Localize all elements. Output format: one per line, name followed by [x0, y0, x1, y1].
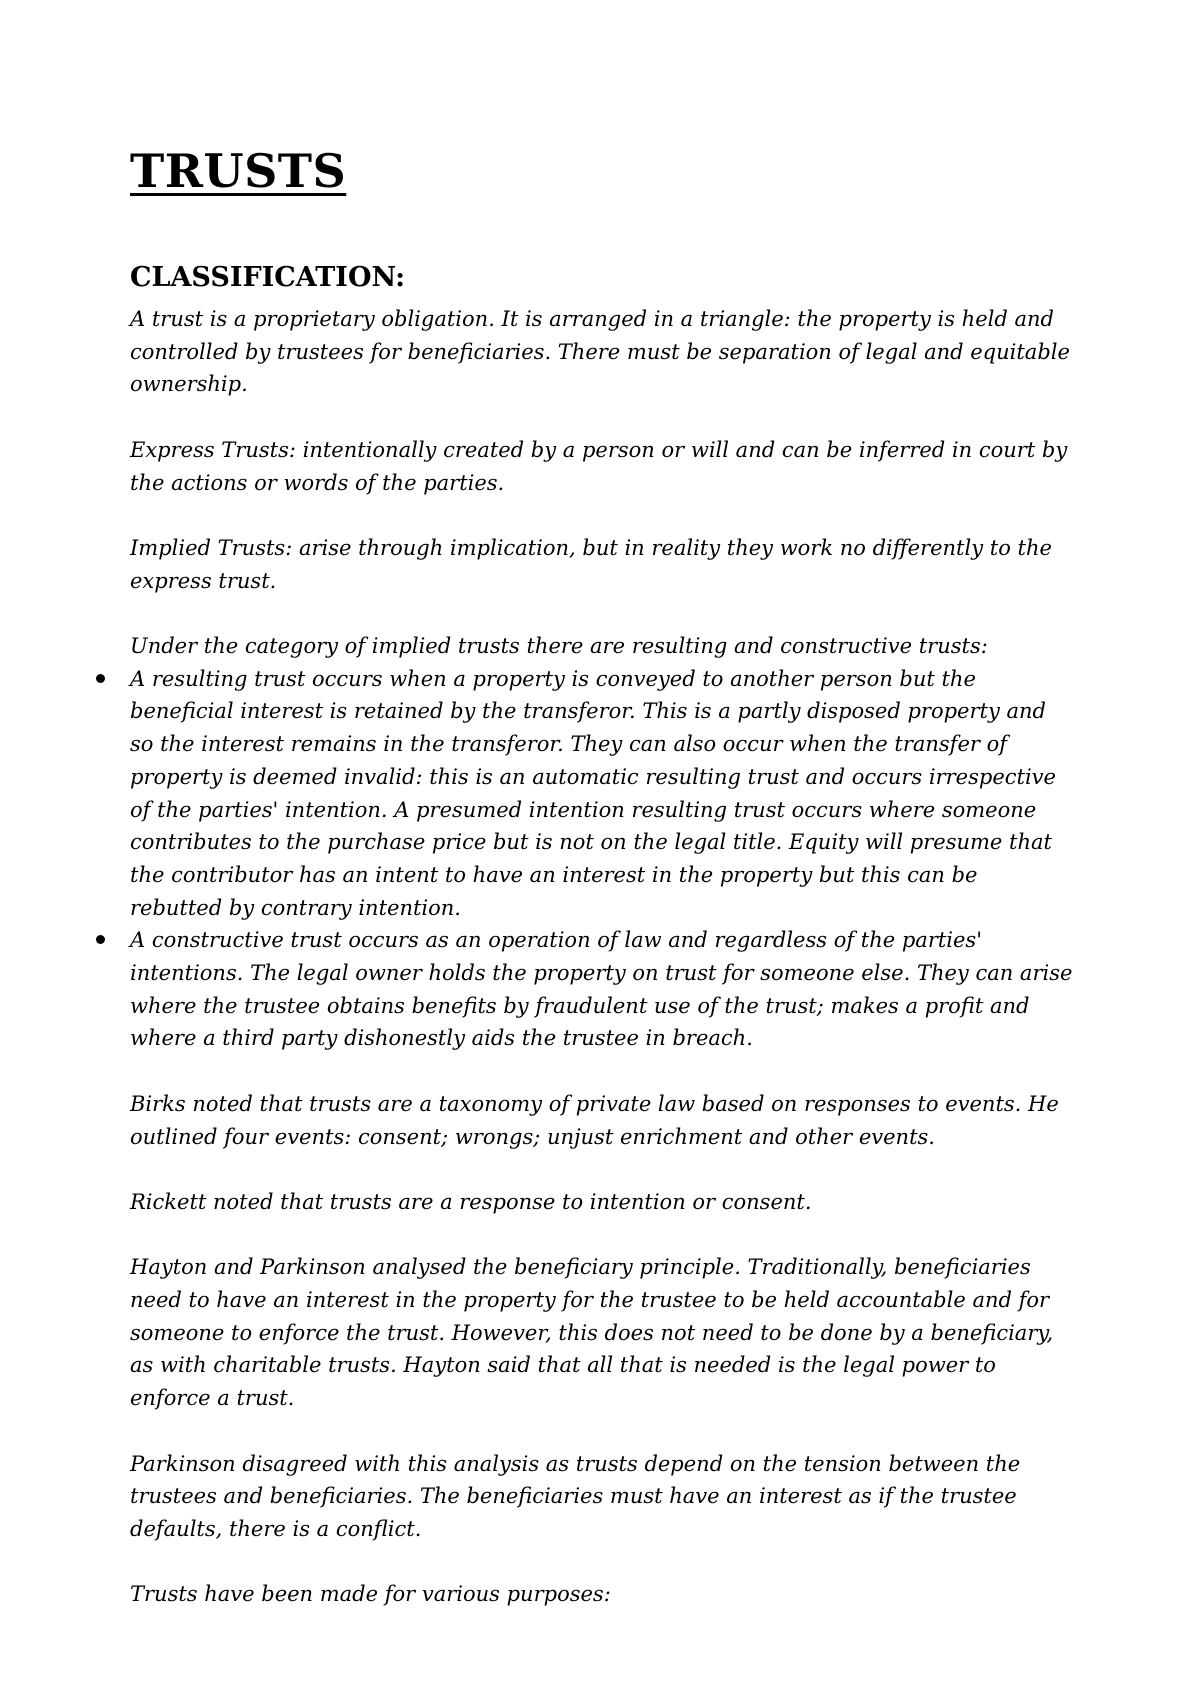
- paragraph-rickett: Rickett noted that trusts are a response to intention or consent.: [130, 1189, 812, 1214]
- paragraph-implied-categories: Under the category of implied trusts there are resulting and constructive trusts:: [130, 633, 988, 658]
- paragraph-birks: Birks noted that trusts are a taxonomy of private law based on responses to events. He outlined four events: consent; wrongs; unjust enrichment and other events.: [130, 1091, 1059, 1149]
- bullet-icon: [96, 674, 105, 683]
- paragraph-express-trusts: Express Trusts: intentionally created by a person or will and can be inferred in court by the actions or words of the parties.: [130, 437, 1068, 495]
- bullet-text-constructive-trust: A constructive trust occurs as an operation of law and regardless of the parties' intentions. The legal owner holds the property on trust for someone else. They can arise where the trustee obtains benefits by fraudulent use of the trust; makes a profit and where a third party dishonestly aids the trustee in breach.: [130, 928, 1073, 1051]
- section-heading: CLASSIFICATION:: [130, 262, 406, 293]
- list-item: [130, 924, 1075, 1055]
- document-title: TRUSTS: [130, 144, 347, 198]
- bullet-list: [130, 663, 1075, 1055]
- list-item: [130, 663, 1075, 925]
- paragraph-hayton-parkinson: Hayton and Parkinson analysed the beneficiary principle. Traditionally, beneficiaries need to have an interest in the property for the trustee to be held accountable and for someone to enforce the trust. However, this does not need to be done by a beneficiary, as with charitable trusts. Hayton said that all that is needed is the legal power to enforce a trust.: [130, 1255, 1054, 1411]
- paragraph-definition: A trust is a proprietary obligation. It is arranged in a triangle: the property is held and controlled by trustees for beneficiaries. There must be separation of legal and equitable ownership.: [130, 307, 1070, 397]
- bullet-text-resulting-trust: A resulting trust occurs when a property is conveyed to another person but the beneficial interest is retained by the transferor. This is a partly disposed property and so the interest remains in the transferor. They can also occur when the transfer of property is deemed invalid: this is an automatic resulting trust and occurs irrespective of the parties' intention. A presumed intention resulting trust occurs where someone contributes to the purchase price but is not on the legal title. Equity will presume that the contributor has an intent to have an interest in the property but this can be rebutted by contrary intention.: [130, 666, 1056, 920]
- paragraph-parkinson: Parkinson disagreed with this analysis as trusts depend on the tension between the trustees and beneficiaries. The beneficiaries must have an interest as if the trustee defaults, there is a conflict.: [130, 1451, 1021, 1541]
- paragraph-implied-trusts: Implied Trusts: arise through implication, but in reality they work no differently to the express trust.: [130, 535, 1052, 593]
- document-body: [130, 303, 1075, 1611]
- paragraph-purposes: Trusts have been made for various purposes:: [130, 1582, 611, 1607]
- bullet-icon: [96, 935, 105, 944]
